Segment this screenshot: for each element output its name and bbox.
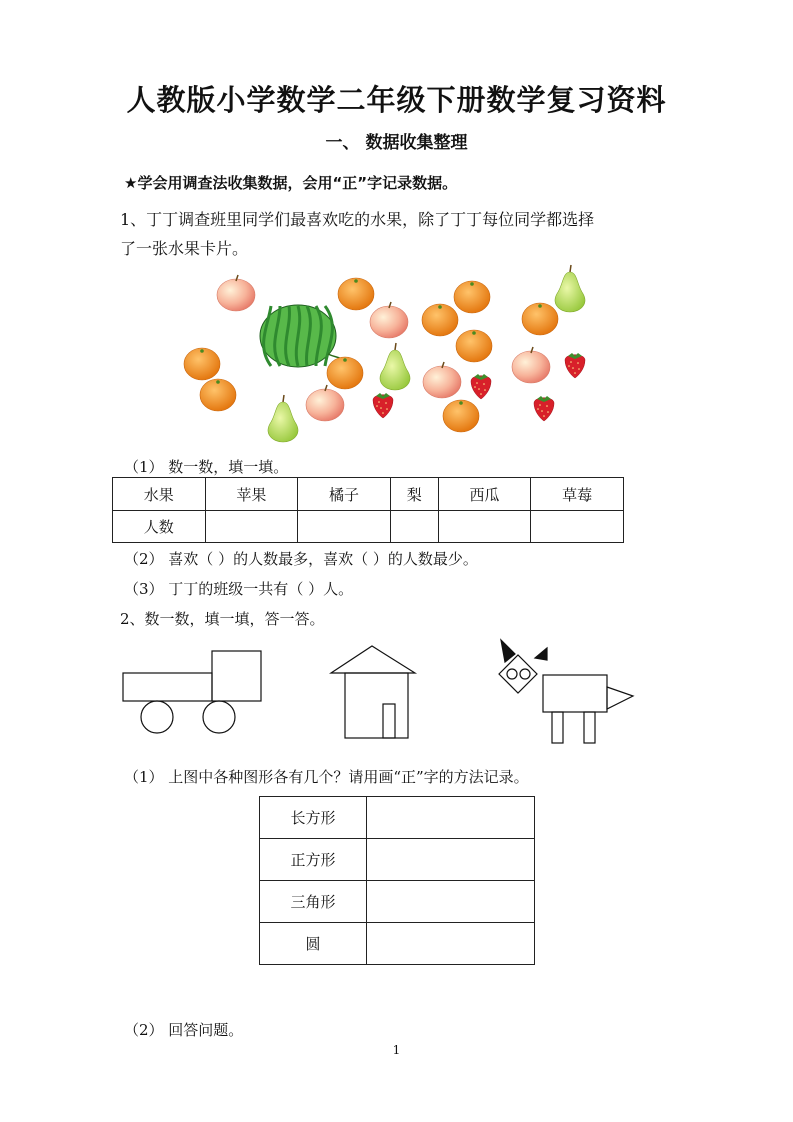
apple-icon bbox=[423, 362, 461, 398]
shape-figures bbox=[115, 636, 645, 751]
page-number: 1 bbox=[392, 1043, 401, 1057]
orange-icon bbox=[443, 400, 479, 432]
shape-row-label: 长方形 bbox=[260, 797, 367, 839]
answer-cell-pear[interactable] bbox=[390, 511, 438, 543]
cow-figure bbox=[499, 640, 633, 743]
pear-icon bbox=[555, 265, 585, 312]
pear-icon bbox=[380, 343, 410, 390]
answer-cell-apple[interactable] bbox=[205, 511, 298, 543]
apple-icon bbox=[217, 275, 255, 311]
page-title: 人教版小学数学二年级下册数学复习资料 bbox=[126, 83, 667, 117]
problem1-sub3: （3） 丁丁的班级一共有（ ）人。 bbox=[124, 580, 354, 598]
shape-row-label: 三角形 bbox=[260, 881, 367, 923]
problem2-sub2: （2） 回答问题。 bbox=[124, 1021, 244, 1039]
orange-icon bbox=[422, 304, 458, 336]
problem1-sub1: （1） 数一数，填一填。 bbox=[124, 458, 289, 476]
strawberry-icon bbox=[471, 374, 491, 399]
problem1-text-line2: 了一张水果卡片。 bbox=[120, 239, 249, 258]
answer-cell-triangle[interactable] bbox=[367, 881, 535, 923]
section-heading: 一、 数据收集整理 bbox=[325, 133, 468, 153]
strawberry-icon bbox=[534, 396, 554, 421]
table-header-cell: 草莓 bbox=[531, 478, 624, 511]
answer-cell-rectangle[interactable] bbox=[367, 797, 535, 839]
shape-row-label: 圆 bbox=[260, 923, 367, 965]
apple-icon bbox=[306, 385, 344, 421]
strawberry-icon bbox=[373, 393, 393, 418]
table-row-label: 人数 bbox=[113, 511, 206, 543]
orange-icon bbox=[327, 357, 363, 389]
answer-cell-circle[interactable] bbox=[367, 923, 535, 965]
orange-icon bbox=[184, 348, 220, 380]
answer-cell-square[interactable] bbox=[367, 839, 535, 881]
table-header-cell: 水果 bbox=[113, 478, 206, 511]
apple-icon bbox=[370, 302, 408, 338]
problem1-sub2: （2） 喜欢（ ）的人数最多，喜欢（ ）的人数最少。 bbox=[124, 550, 478, 568]
orange-icon bbox=[454, 281, 490, 313]
orange-icon bbox=[200, 379, 236, 411]
problem1-text-line1: 1、丁丁调查班里同学们最喜欢吃的水果，除了丁丁每位同学都选择 bbox=[120, 210, 595, 229]
orange-icon bbox=[456, 330, 492, 362]
answer-cell-orange[interactable] bbox=[298, 511, 391, 543]
truck-figure bbox=[123, 651, 261, 733]
orange-icon bbox=[338, 278, 374, 310]
table-header-cell: 苹果 bbox=[205, 478, 298, 511]
table-header-cell: 橘子 bbox=[298, 478, 391, 511]
watermelon-icon bbox=[260, 305, 344, 367]
table-header-cell: 梨 bbox=[390, 478, 438, 511]
house-figure bbox=[331, 646, 415, 738]
answer-cell-strawberry[interactable] bbox=[531, 511, 624, 543]
table-header-cell: 西瓜 bbox=[438, 478, 531, 511]
strawberry-icon bbox=[565, 353, 585, 378]
answer-cell-watermelon[interactable] bbox=[438, 511, 531, 543]
pear-icon bbox=[268, 395, 298, 442]
shape-row-label: 正方形 bbox=[260, 839, 367, 881]
orange-icon bbox=[522, 303, 558, 335]
learning-objective: ★学会用调查法收集数据，会用“正”字记录数据。 bbox=[124, 174, 458, 192]
fruit-cards-illustration bbox=[170, 262, 610, 447]
shape-count-table bbox=[259, 796, 535, 965]
apple-icon bbox=[512, 347, 550, 383]
problem2-text: 2、数一数，填一填，答一答。 bbox=[120, 610, 325, 628]
problem2-sub1: （1） 上图中各种图形各有几个？请用画“正”字的方法记录。 bbox=[124, 768, 529, 786]
fruit-count-table bbox=[112, 477, 624, 543]
